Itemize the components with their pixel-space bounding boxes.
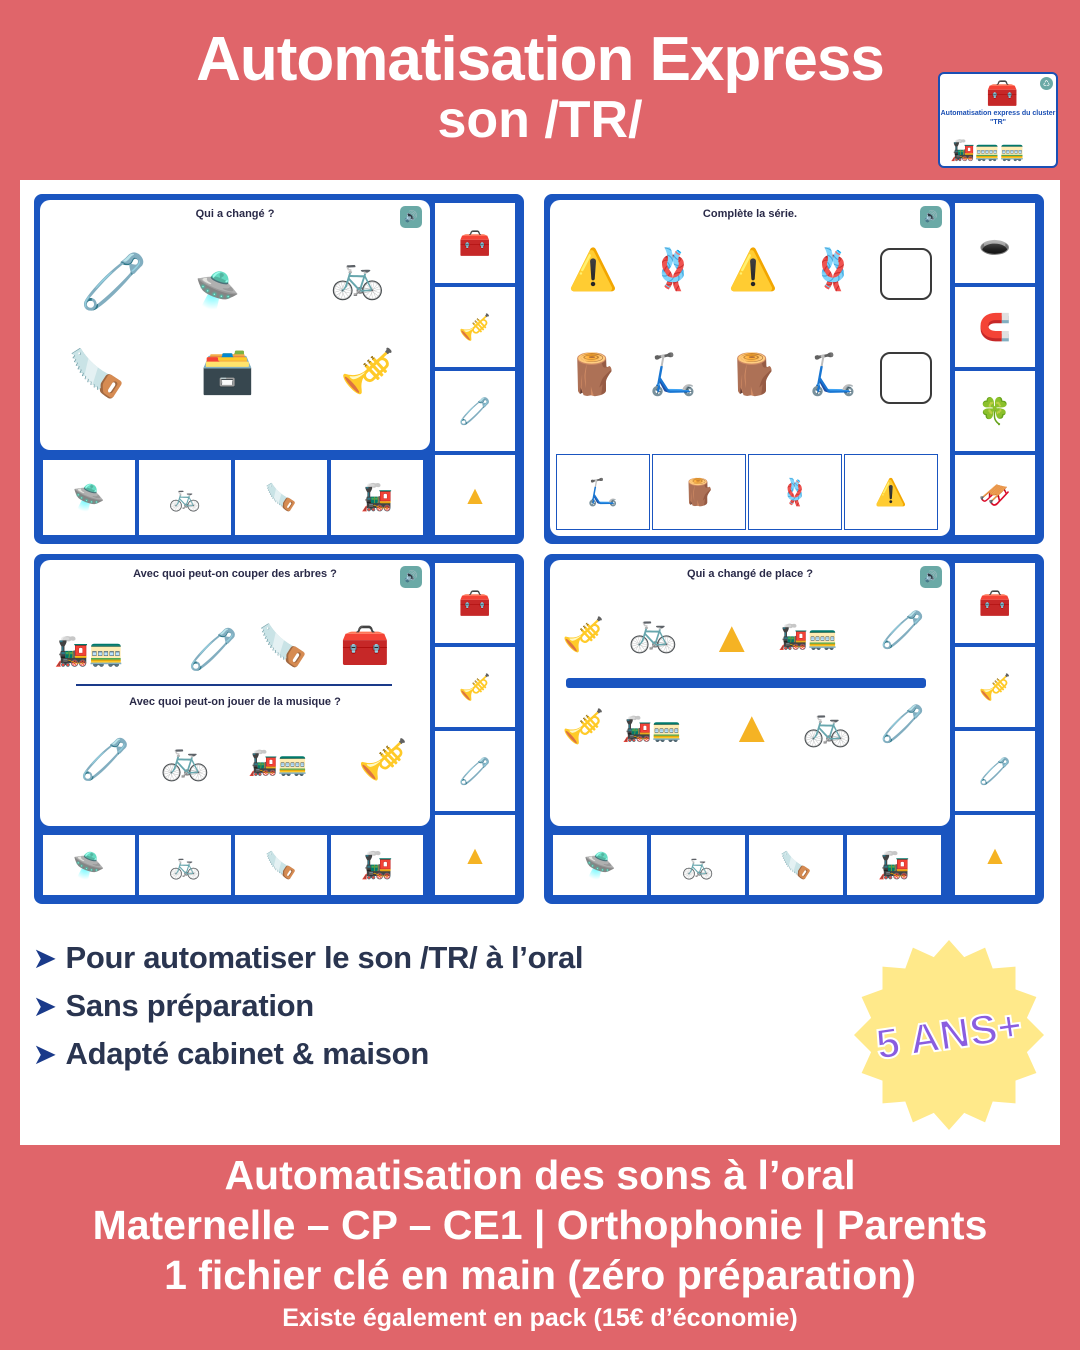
card-3-bottom-slot-4[interactable]: 🚂 <box>330 834 424 896</box>
card-3-bottom-slot-2[interactable]: 🚲 <box>138 834 232 896</box>
speaker-icon[interactable]: 🔊 <box>920 566 942 588</box>
card-1-bottom-slot-2[interactable]: 🚲 <box>138 459 232 536</box>
picture-trampoline: 🛸 <box>195 269 240 310</box>
card-4-side-slot-3[interactable]: 🧷 <box>954 730 1036 812</box>
card-1-question: Qui a changé ? <box>195 208 275 220</box>
picture-chainsaw: 🪚 <box>68 347 126 399</box>
card-2-bottom-slot-4[interactable]: ⚠️ <box>844 454 938 530</box>
card-4-side-slot-2[interactable]: 🎺 <box>954 646 1036 728</box>
arrow-icon: ➤ <box>34 1038 56 1069</box>
card-3-question-2: Avec quoi peut-on jouer de la musique ? <box>129 696 341 708</box>
card-1-side-slot-2[interactable]: 🎺 <box>434 286 516 368</box>
bullet-item-2 <box>34 988 834 1024</box>
picture-triangle: ▲ <box>730 703 774 752</box>
card-2-side-slot-2[interactable]: 🧲 <box>954 286 1036 368</box>
card-3-bottom-slot-3[interactable]: 🪚 <box>234 834 328 896</box>
picture-treasure-chest: 🗃️ <box>200 347 255 396</box>
card-2-empty-slot-2[interactable] <box>880 352 932 404</box>
card-2-bottom-slot-3[interactable]: 🪢 <box>748 454 842 530</box>
card-4-question: Qui a changé de place ? <box>687 568 813 580</box>
game-card-1[interactable] <box>34 194 524 544</box>
picture-tricycle: 🚲 <box>802 704 852 748</box>
speaker-icon[interactable]: 🔊 <box>400 566 422 588</box>
picture-train: 🚂🚃 <box>622 716 682 743</box>
picture-tricycle: 🚲 <box>628 610 678 654</box>
bullet-item-1 <box>34 940 834 976</box>
card-3-side-slot-3[interactable]: 🧷 <box>434 730 516 812</box>
picture-train: 🚂🚃 <box>54 636 124 667</box>
page-subtitle: son /TR/ <box>437 91 643 150</box>
footer-line-4: Existe également en pack (15€ d’économie) <box>282 1304 798 1333</box>
card-2-side-slot-4[interactable]: 🛷 <box>954 454 1036 536</box>
card-2-side-slot-1[interactable]: 🕳️ <box>954 202 1036 284</box>
card-3-bottom-slot-1[interactable]: 🛸 <box>42 834 136 896</box>
picture-trapeze: 🪢 <box>648 248 698 292</box>
bullet-text-2: Sans préparation <box>65 988 314 1023</box>
game-card-2[interactable] <box>544 194 1044 544</box>
bullet-text-3: Adapté cabinet & maison <box>65 1036 429 1071</box>
card-1-bottom-slot-1[interactable]: 🛸 <box>42 459 136 536</box>
picture-train: 🚂🚃 <box>778 624 838 651</box>
card-4-bottom-slot-1[interactable]: 🛸 <box>552 834 648 896</box>
card-4-bottom-slot-2[interactable]: 🚲 <box>650 834 746 896</box>
picture-trombone: 🧷 <box>188 628 238 672</box>
separator-bar <box>566 678 926 688</box>
picture-tronc: 🪵 <box>728 353 778 397</box>
card-4-side-slot-1[interactable]: 🧰 <box>954 562 1036 644</box>
card-3-question: Avec quoi peut-on couper des arbres ? <box>133 568 337 580</box>
game-card-4[interactable] <box>544 554 1044 904</box>
picture-trumpet: 🎺 <box>562 616 605 654</box>
picture-trumpet: 🎺 <box>562 708 605 746</box>
card-1-side-slot-1[interactable]: 🧰 <box>434 202 516 284</box>
picture-trapeze: 🪢 <box>808 248 858 292</box>
product-thumbnail[interactable] <box>938 72 1058 168</box>
card-1-bottom-slot-4[interactable]: 🚂 <box>330 459 424 536</box>
card-4-bottom-slot-4[interactable]: 🚂 <box>846 834 942 896</box>
treasure-chest-icon: 🧰 <box>986 78 1019 108</box>
card-4-side-slot-4[interactable]: ▲ <box>954 814 1036 896</box>
picture-trumpet: 🎺 <box>358 738 408 782</box>
picture-tricycle: 🚲 <box>330 252 385 301</box>
footer-line-3: 1 fichier clé en main (zéro préparation) <box>164 1252 916 1299</box>
picture-trombone: 🧷 <box>80 738 130 782</box>
card-1-side-slot-3[interactable]: 🧷 <box>434 370 516 452</box>
picture-treasure-chest: 🧰 <box>340 624 390 668</box>
picture-trombone: 🧷 <box>880 703 925 744</box>
bullet-text-1: Pour automatiser le son /TR/ à l’oral <box>65 940 584 975</box>
arrow-icon: ➤ <box>34 942 56 973</box>
footer-line-2: Maternelle – CP – CE1 | Orthophonie | Parents <box>92 1202 988 1249</box>
game-card-3[interactable] <box>34 554 524 904</box>
page-title: Automatisation Express <box>196 25 884 95</box>
card-3-side-slot-1[interactable]: 🧰 <box>434 562 516 644</box>
bullet-list <box>34 940 834 1084</box>
footer-line-1: Automatisation des sons à l’oral <box>224 1152 856 1198</box>
picture-trombone: 🧷 <box>80 252 148 312</box>
card-1-board <box>40 200 430 450</box>
age-badge <box>854 940 1044 1130</box>
card-2-board <box>550 200 950 536</box>
card-2-question: Complète la série. <box>702 208 798 220</box>
picture-tricycle: 🚲 <box>160 738 210 782</box>
card-4-board <box>550 560 950 826</box>
picture-trottinette: 🛴 <box>808 353 858 397</box>
picture-chainsaw: 🪚 <box>258 624 308 668</box>
card-2-bottom-slot-1[interactable]: 🛴 <box>556 454 650 530</box>
card-2-side-slot-3[interactable]: 🍀 <box>954 370 1036 452</box>
card-3-board <box>40 560 430 826</box>
picture-triangle: ▲ <box>710 613 754 662</box>
train-icon: 🚂🚃🚃 <box>950 140 1025 162</box>
card-4-bottom-slot-3[interactable]: 🪚 <box>748 834 844 896</box>
speaker-icon[interactable]: 🔊 <box>920 206 942 228</box>
card-3-side-slot-4[interactable]: ▲ <box>434 814 516 896</box>
arrow-icon: ➤ <box>34 990 56 1021</box>
bullet-item-3 <box>34 1036 834 1072</box>
card-2-empty-slot-1[interactable] <box>880 248 932 300</box>
content-panel <box>20 180 1060 1145</box>
divider-line <box>76 684 392 686</box>
picture-travaux: ⚠️ <box>728 248 778 292</box>
picture-tronc: 🪵 <box>568 353 618 397</box>
card-3-side-slot-2[interactable]: 🎺 <box>434 646 516 728</box>
card-1-bottom-slot-3[interactable]: 🪚 <box>234 459 328 536</box>
header <box>0 0 1080 180</box>
footer <box>0 1150 1080 1333</box>
picture-trottinette: 🛴 <box>648 353 698 397</box>
age-badge-label: 5 ANS+ <box>873 1001 1025 1068</box>
picture-trombone: 🧷 <box>880 609 925 650</box>
picture-train: 🚂🚃 <box>248 750 308 777</box>
card-1-side-slot-4[interactable]: ▲ <box>434 454 516 536</box>
card-2-bottom-slot-2[interactable]: 🪵 <box>652 454 746 530</box>
speaker-icon[interactable]: 🔊 <box>400 206 422 228</box>
thumbnail-title: Automatisation express du cluster "TR" <box>940 110 1056 126</box>
thumbnail-badge: ♺ <box>1040 77 1053 90</box>
picture-trumpet: 🎺 <box>340 347 395 396</box>
picture-travaux: ⚠️ <box>568 248 618 292</box>
